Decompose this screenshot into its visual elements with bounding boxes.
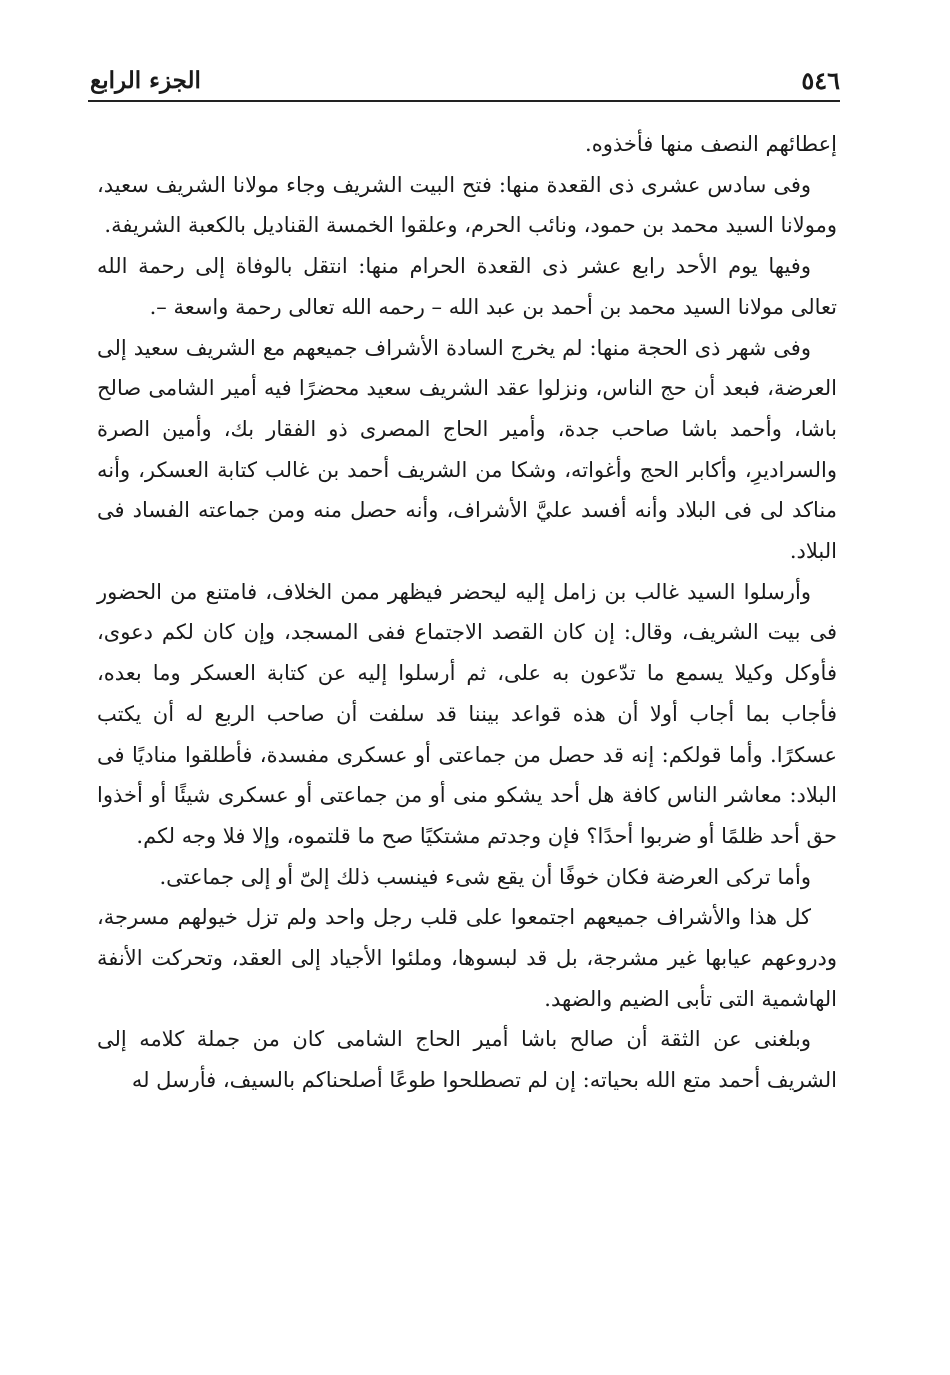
paragraph: وأرسلوا السيد غالب بن زامل إليه ليحضر فيظهر ممن الخلاف، فامتنع من الحضور فى بيت الشريف، وقال: إن كان القصد الاجتماع ففى المسجد، وإن كان لكم دعوى، فأوكل وكيلا يسمع ما تدّعون به على، ثم أرسلوا إليه عن كتابة العسكر وما بعده، فأجاب بما أجاب أولا أن هذه قواعد بيننا قد سلفت أن صاحب الربع له أن يكتب عسكرًا. وأما قولكم: إنه قد حصل من جماعتى أو عسكرى مفسدة، فأطلقوا مناديًا فى البلاد: معاشر الناس كافة هل أحد يشكو منى أو من جماعتى أو عسكرى شيئًا أو أخذوا حق أحد ظلمًا أو ضربوا أحدًا؟ فإن وجدتم مشتكيًا صح ما قلتموه، وإلا فلا وجه لكم.: [97, 579, 837, 848]
paragraph: وأما تركى العرضة فكان خوفًا أن يقع شىء فينسب ذلك إلىّ أو إلى جماعتى.: [159, 864, 811, 889]
header-rule: [88, 100, 840, 102]
running-title: الجزء الرابع: [90, 67, 201, 94]
paragraph: وفى شهر ذى الحجة منها: لم يخرج السادة الأشراف جميعهم مع الشريف سعيد إلى العرضة، فبعد أن حج الناس، ونزلوا عقد الشريف سعيد محضرًا فيه أمير الشامى صالح باشا، وأحمد باشا صاحب جدة، وأمير الحاج المصرى ذو الفقار بك، وأمين الصرة والسراديرِ، وأكابر الحج وأغواته، وشكا من الشريف أحمد بن غالب كتابة العسكر، وأنه مناكد لى فى البلاد وأنه أفسد عليَّ الأشراف، وأنه حصل منه ومن جماعته الفساد فى البلاد.: [97, 335, 837, 564]
paragraph-continuation: إعطائهم النصف منها فأخذوه.: [585, 132, 837, 156]
paragraph: كل هذا والأشراف جميعهم اجتمعوا على قلب رجل واحد ولم تزل خيولهم مسرجة، ودروعهم عيابها غير مشرجة، بل قد لبسوها، وملئوا الأجياد إلى العقد، وتحركت الأنفة الهاشمية التى تأبى الضيم والضهد.: [97, 905, 837, 1011]
page-number: ٥٤٦: [801, 66, 840, 95]
paragraph: وبلغنى عن الثقة أن صالح باشا أمير الحاج الشامى كان من جملة كلامه إلى الشريف أحمد متع الله بحياته: إن لم تصطلحوا طوعًا أصلحناكم بالسيف، فأرسل له: [97, 1027, 837, 1093]
paragraph: وفى سادس عشرى ذى القعدة منها: فتح البيت الشريف وجاء مولانا الشريف سعيد، ومولانا السيد محمد بن حمود، ونائب الحرم، وعلقوا الخمسة القناديل بالكعبة الشريفة.: [97, 172, 837, 238]
body-text: [97, 124, 837, 1101]
paragraph: وفيها يوم الأحد رابع عشر ذى القعدة الحرام منها: انتقل بالوفاة إلى رحمة الله تعالى مولانا السيد محمد بن أحمد بن عبد الله – رحمه الله تعالى رحمة واسعة –.: [97, 254, 837, 319]
running-head: [90, 56, 840, 96]
